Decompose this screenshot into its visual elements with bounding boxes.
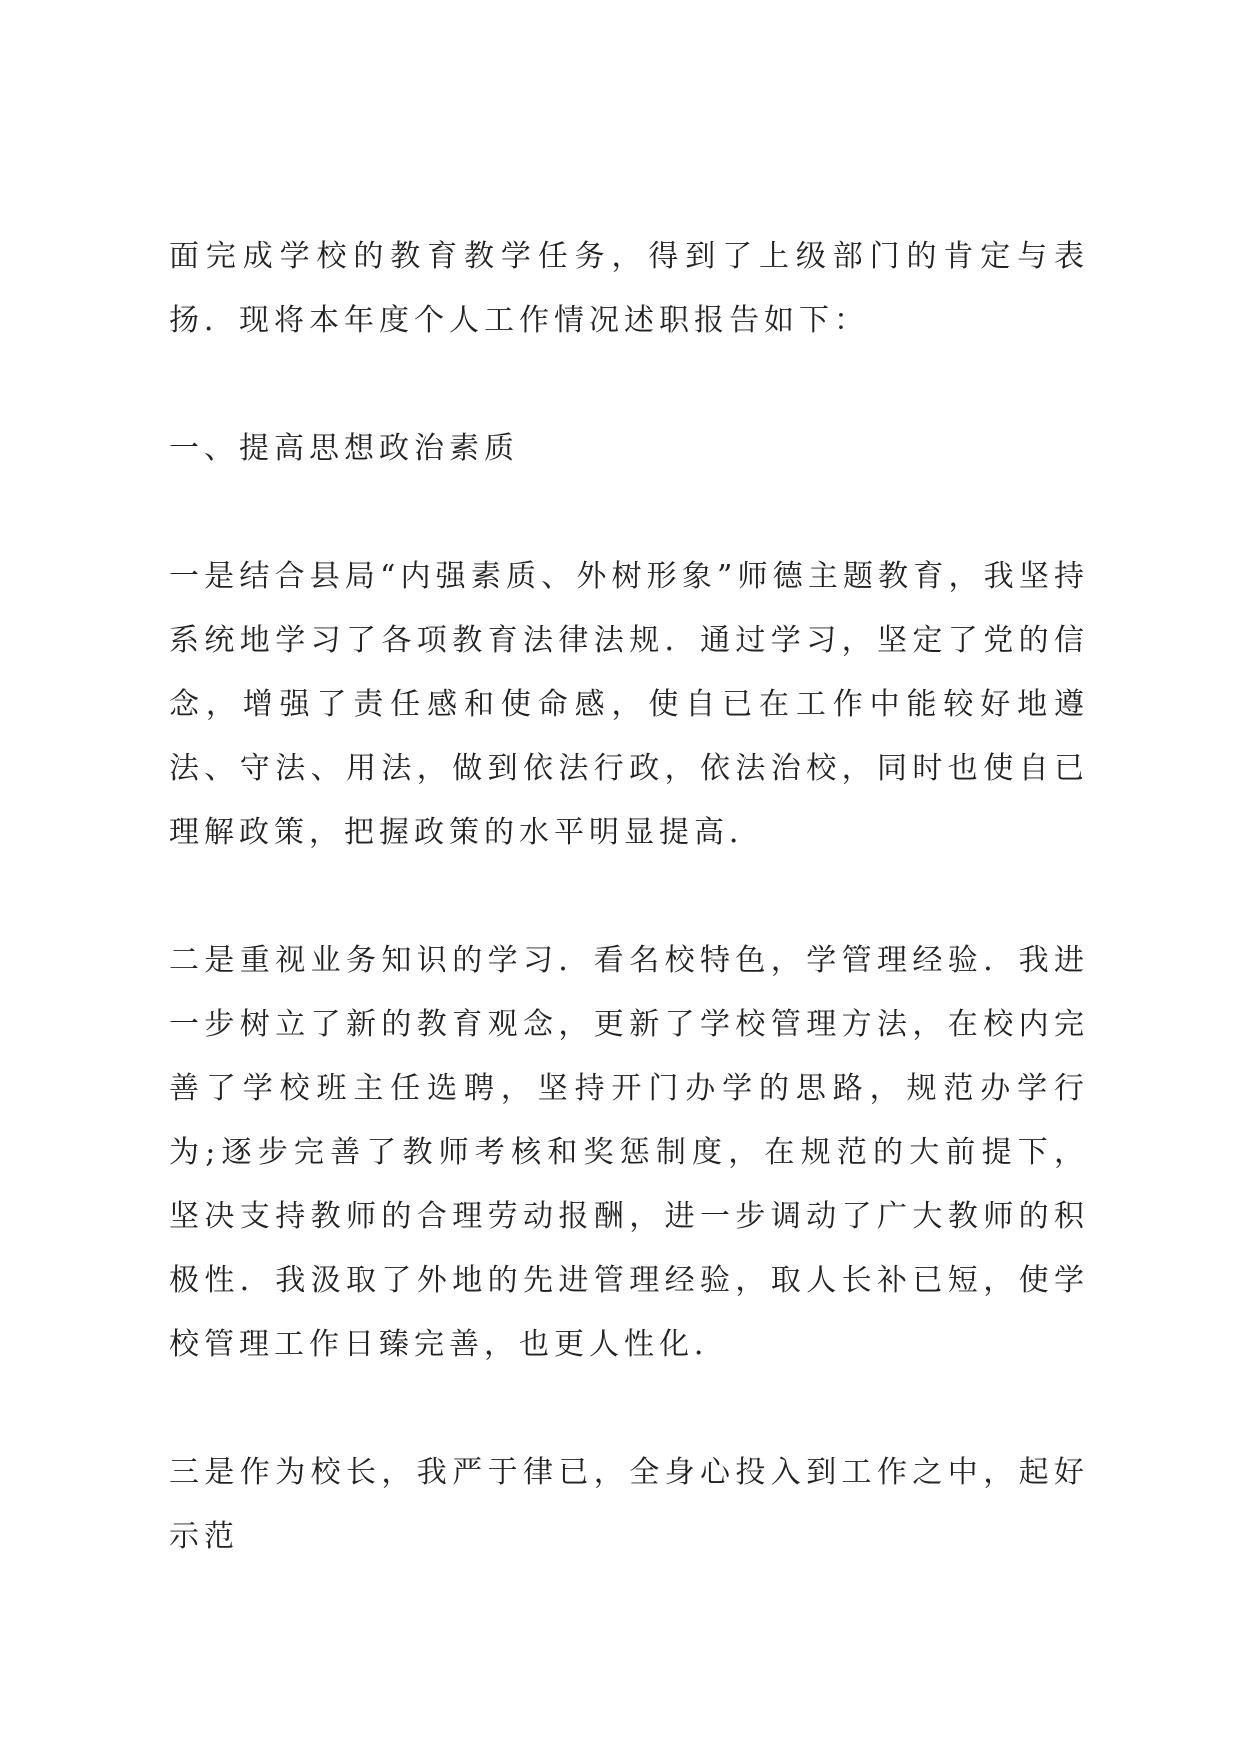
- paragraph-point-two: 二是重视业务知识的学习．看名校特色，学管理经验．我进一步树立了新的教育观念，更新了学校管理方法，在校内完善了学校班主任选聘，坚持开门办学的思路，规范办学行为;逐步完善了教师考核和奖惩制度，在规范的大前提下，坚决支持教师的合理劳动报酬，进一步调动了广大教师的积极性．我汲取了外地的先进管理经验，取人长补已短，使学校管理工作日臻完善，也更人性化．: [169, 943, 1089, 1362]
- paragraph-point-three: 三是作为校长，我严于律已，全身心投入到工作之中，起好示范: [169, 1455, 1089, 1554]
- document-body: [169, 225, 1089, 1633]
- paragraph-intro: 面完成学校的教育教学任务，得到了上级部门的肯定与表扬．现将本年度个人工作情况述职报告如下：: [169, 239, 1089, 338]
- section-heading: 一、提高思想政治素质: [169, 431, 519, 466]
- paragraph-point-one: 一是结合县局“内强素质、外树形象”师德主题教育，我坚持系统地学习了各项教育法律法规．通过学习，坚定了党的信念，增强了责任感和使命感，使自已在工作中能较好地遵法、守法、用法，做到依法行政，依法治校，同时也使自已理解政策，把握政策的水平明显提高．: [169, 559, 1089, 850]
